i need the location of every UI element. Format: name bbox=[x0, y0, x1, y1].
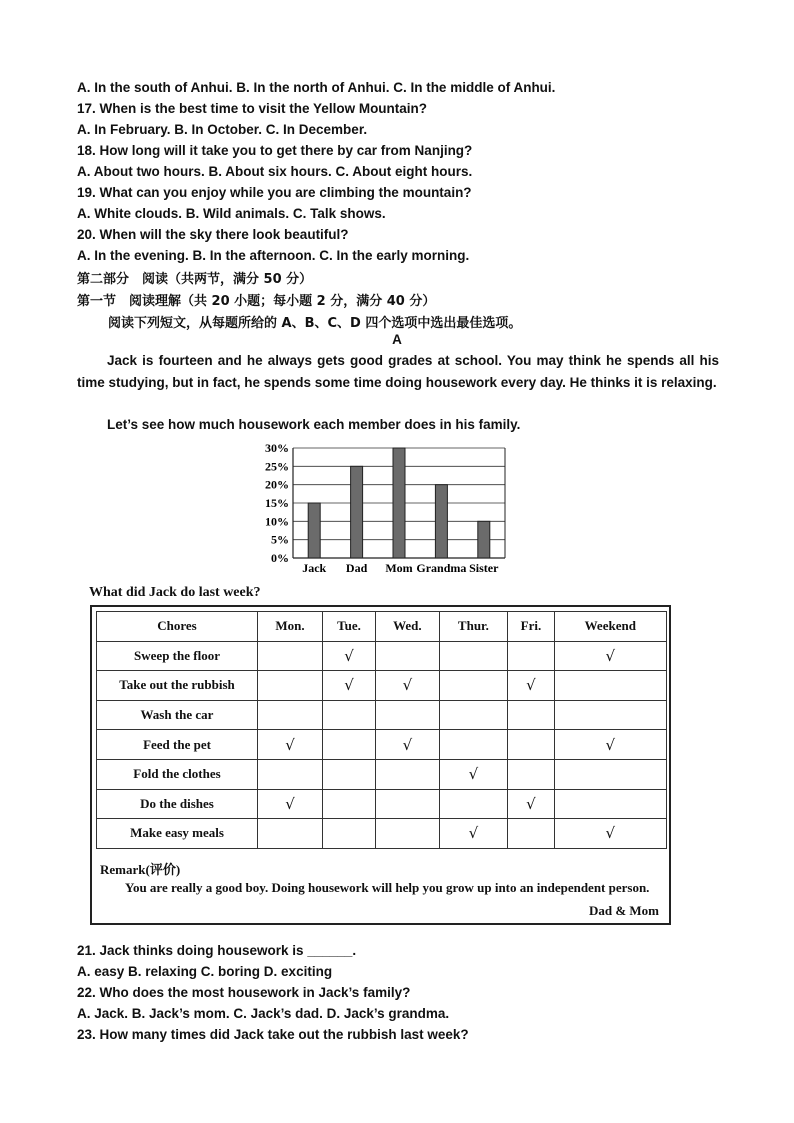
x-tick-label: Jack bbox=[302, 561, 327, 575]
chores-title: What did Jack do last week? bbox=[89, 585, 261, 600]
check-mark-icon: √ bbox=[468, 824, 479, 843]
header-thur: Thur. bbox=[439, 612, 508, 642]
chore-cell bbox=[508, 759, 554, 789]
check-mark-icon: √ bbox=[605, 646, 616, 665]
check-mark-icon: √ bbox=[344, 676, 354, 695]
chore-cell bbox=[554, 641, 666, 671]
question-16-options: A. In the south of Anhui. B. In the north of Anhui. C. In the middle of Anhui. bbox=[77, 80, 556, 95]
y-tick-label: 0% bbox=[271, 551, 289, 565]
chore-cell bbox=[439, 700, 508, 730]
chore-cell bbox=[376, 759, 439, 789]
x-tick-label: Dad bbox=[345, 561, 368, 575]
chore-cell bbox=[439, 671, 508, 701]
check-mark-icon: √ bbox=[605, 735, 616, 754]
question-17-options: A. In February. B. In October. C. In December. bbox=[77, 122, 368, 137]
chore-cell bbox=[508, 671, 554, 701]
chore-name: Do the dishes bbox=[97, 789, 258, 819]
header-fri: Fri. bbox=[508, 612, 554, 642]
check-mark-icon: √ bbox=[605, 824, 616, 843]
remark-text: You are really a good boy. Doing housework will help you grow up into an independent person. bbox=[125, 880, 650, 895]
chore-cell bbox=[439, 730, 508, 760]
chore-cell bbox=[258, 789, 323, 819]
chore-cell bbox=[376, 671, 439, 701]
chore-name: Feed the pet bbox=[97, 730, 258, 760]
chore-cell bbox=[322, 671, 375, 701]
question-18: 18. How long will it take you to get there by car from Nanjing? bbox=[77, 143, 473, 158]
chore-cell bbox=[439, 819, 508, 849]
bar bbox=[435, 485, 447, 558]
check-mark-icon: √ bbox=[402, 735, 413, 754]
chore-name: Make easy meals bbox=[97, 819, 258, 849]
chore-cell bbox=[258, 759, 323, 789]
x-tick-label: Grandma bbox=[416, 561, 467, 575]
y-tick-label: 30% bbox=[265, 441, 289, 455]
question-19: 19. What can you enjoy while you are climbing the mountain? bbox=[77, 185, 472, 200]
chores-box bbox=[90, 605, 671, 925]
question-20: 20. When will the sky there look beautiful? bbox=[77, 227, 349, 242]
check-mark-icon: √ bbox=[285, 794, 295, 813]
chore-cell bbox=[508, 789, 554, 819]
chore-cell bbox=[554, 759, 666, 789]
chore-cell bbox=[439, 789, 508, 819]
chore-cell bbox=[376, 789, 439, 819]
part-two-heading: 第二部分 阅读（共两节，满分 50 分） bbox=[77, 272, 313, 287]
chore-cell bbox=[258, 819, 323, 849]
y-tick-label: 25% bbox=[265, 459, 289, 474]
chore-name: Take out the rubbish bbox=[97, 671, 258, 701]
question-17: 17. When is the best time to visit the Yellow Mountain? bbox=[77, 101, 428, 116]
chore-cell bbox=[322, 789, 375, 819]
y-tick-label: 20% bbox=[265, 477, 289, 492]
question-22-options: A. Jack. B. Jack’s mom. C. Jack’s dad. D. Jack’s grandma. bbox=[77, 1006, 450, 1021]
chart-svg bbox=[255, 440, 515, 580]
chore-cell bbox=[258, 641, 323, 671]
chore-cell bbox=[554, 789, 666, 819]
chores-table bbox=[96, 611, 667, 849]
x-tick-label: Mom bbox=[385, 561, 413, 575]
question-19-options: A. White clouds. B. Wild animals. C. Talk shows. bbox=[77, 206, 386, 221]
chore-cell bbox=[554, 819, 666, 849]
chore-name: Wash the car bbox=[97, 700, 258, 730]
chore-cell bbox=[554, 730, 666, 760]
check-mark-icon: √ bbox=[526, 794, 536, 813]
chore-cell bbox=[322, 759, 375, 789]
chore-cell bbox=[439, 759, 508, 789]
question-18-options: A. About two hours. B. About six hours. C. About eight hours. bbox=[77, 164, 473, 179]
check-mark-icon: √ bbox=[526, 676, 536, 695]
chore-row bbox=[97, 789, 667, 819]
question-21: 21. Jack thinks doing housework is ______. bbox=[77, 943, 357, 958]
y-tick-label: 5% bbox=[271, 532, 289, 547]
chore-cell bbox=[508, 730, 554, 760]
chore-row bbox=[97, 730, 667, 760]
chore-cell bbox=[376, 730, 439, 760]
chore-name: Sweep the floor bbox=[97, 641, 258, 671]
y-tick-label: 10% bbox=[265, 514, 289, 529]
question-21-options: A. easy B. relaxing C. boring D. exciting bbox=[77, 964, 333, 979]
chore-name: Fold the clothes bbox=[97, 759, 258, 789]
y-tick-label: 15% bbox=[265, 496, 289, 510]
bar bbox=[351, 466, 363, 558]
bar bbox=[478, 521, 490, 558]
question-20-options: A. In the evening. B. In the afternoon. C. In the early morning. bbox=[77, 248, 470, 263]
chore-cell bbox=[322, 700, 375, 730]
remark-signature: Dad & Mom bbox=[588, 903, 659, 918]
header-mon: Mon. bbox=[258, 612, 323, 642]
chore-cell bbox=[376, 641, 439, 671]
section-one-heading: 第一节 阅读理解（共 20 小题；每小题 2 分，满分 40 分） bbox=[77, 294, 436, 309]
reading-instruction: 阅读下列短文，从每题所给的 A、B、C、D 四个选项中选出最佳选项。 bbox=[108, 316, 522, 331]
chore-row bbox=[97, 700, 667, 730]
question-22: 22. Who does the most housework in Jack’s family? bbox=[77, 985, 411, 1000]
header-tue: Tue. bbox=[322, 612, 375, 642]
chore-cell bbox=[322, 819, 375, 849]
passage-paragraph-1: Jack is fourteen and he always gets good grades at school. You may think he spends all his time studying, but in fact, he spends some time doing housework every day. He thinks it is relaxing. bbox=[77, 353, 719, 390]
chore-cell bbox=[376, 700, 439, 730]
chore-row bbox=[97, 759, 667, 789]
header-chores: Chores bbox=[97, 612, 258, 642]
check-mark-icon: √ bbox=[285, 735, 295, 754]
chore-cell bbox=[258, 671, 323, 701]
chore-cell bbox=[508, 641, 554, 671]
bar bbox=[393, 448, 405, 558]
header-weekend: Weekend bbox=[554, 612, 666, 642]
remark-label: Remark(评价) bbox=[100, 862, 181, 877]
chores-header-row bbox=[97, 612, 667, 642]
chore-cell bbox=[439, 641, 508, 671]
chore-cell bbox=[508, 700, 554, 730]
chore-cell bbox=[554, 671, 666, 701]
bar bbox=[308, 503, 320, 558]
chore-cell bbox=[376, 819, 439, 849]
x-tick-label: Sister bbox=[469, 561, 499, 575]
passage-letter: A bbox=[392, 332, 402, 347]
chore-row bbox=[97, 671, 667, 701]
check-mark-icon: √ bbox=[402, 676, 413, 695]
header-wed: Wed. bbox=[376, 612, 439, 642]
check-mark-icon: √ bbox=[344, 646, 354, 665]
chore-cell bbox=[508, 819, 554, 849]
chore-cell bbox=[258, 700, 323, 730]
chores-body bbox=[97, 641, 667, 848]
chore-cell bbox=[554, 700, 666, 730]
check-mark-icon: √ bbox=[468, 765, 479, 784]
passage-paragraph-2: Let’s see how much housework each member does in his family. bbox=[107, 417, 521, 432]
question-23: 23. How many times did Jack take out the rubbish last week? bbox=[77, 1027, 469, 1042]
chore-row bbox=[97, 641, 667, 671]
chore-cell bbox=[322, 641, 375, 671]
chore-row bbox=[97, 819, 667, 849]
chore-cell bbox=[258, 730, 323, 760]
housework-bar-chart bbox=[255, 440, 515, 580]
chore-cell bbox=[322, 730, 375, 760]
